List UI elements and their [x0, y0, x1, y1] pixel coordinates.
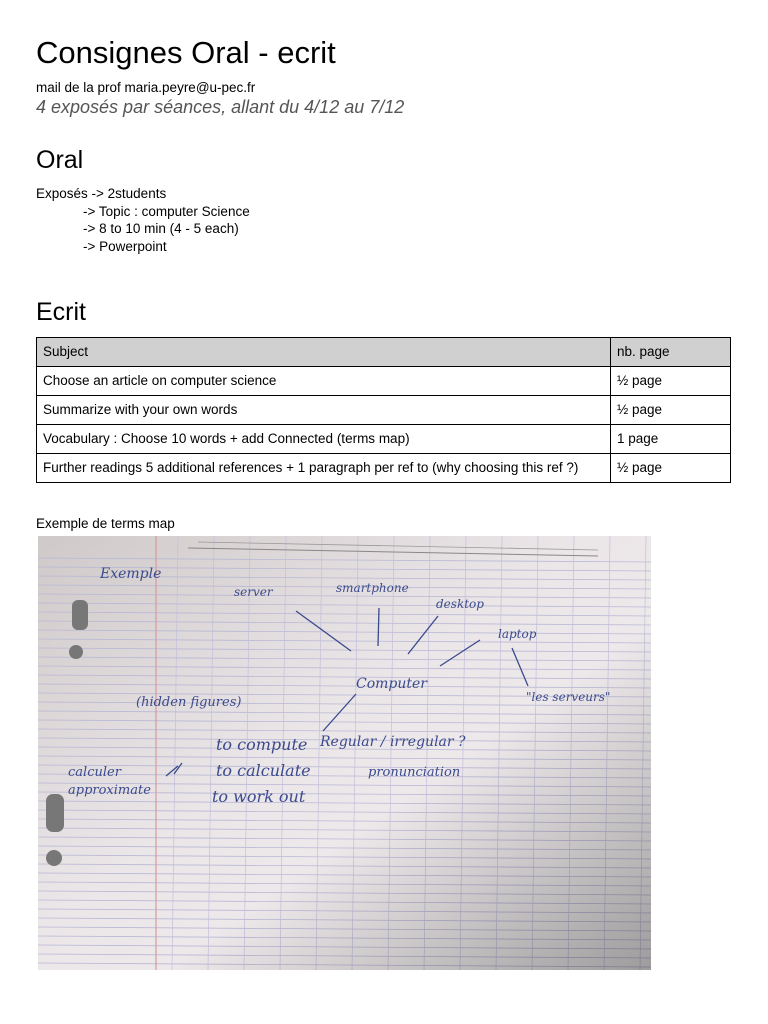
ecrit-table [36, 337, 731, 483]
table-row [37, 396, 731, 425]
table-cell-subject: Summarize with your own words [37, 396, 611, 425]
ecrit-heading: Ecrit [36, 298, 86, 326]
table-cell-pages: 1 page [611, 425, 731, 454]
handwritten-verb: to compute [216, 735, 308, 754]
column-header-pages: nb. page [611, 338, 731, 367]
table-cell-pages: ½ page [611, 396, 731, 425]
oral-line: -> Powerpoint [83, 238, 167, 254]
table-cell-pages: ½ page [611, 367, 731, 396]
table-row [37, 425, 731, 454]
handwritten-branch: server [234, 585, 273, 599]
handwritten-center-word: Computer [356, 676, 427, 692]
handwritten-branch: desktop [436, 597, 484, 611]
table-row [37, 367, 731, 396]
handwritten-aside: Regular / irregular ? [320, 734, 466, 750]
oral-line: -> Topic : computer Science [83, 203, 250, 219]
table-cell-subject: Further readings 5 additional references + 1 paragraph per ref to (why choosing this ref ?) [37, 454, 611, 483]
table-cell-subject: Choose an article on computer science [37, 367, 611, 396]
terms-map-photo [38, 536, 651, 970]
handwritten-french-word: approximate [68, 783, 151, 798]
oral-line: -> 8 to 10 min (4 - 5 each) [83, 221, 239, 236]
document-subtitle: 4 exposés par séances, allant du 4/12 au 7/12 [36, 97, 405, 117]
table-row [37, 454, 731, 483]
teacher-email-line: mail de la prof maria.peyre@u-pec.fr [36, 80, 256, 95]
table-header-row [37, 338, 731, 367]
terms-map-caption: Exemple de terms map [36, 516, 175, 531]
column-header-subject: Subject [37, 338, 611, 367]
table-cell-subject: Vocabulary : Choose 10 words + add Connected (terms map) [37, 425, 611, 454]
handwritten-verb: to calculate [216, 761, 311, 780]
handwritten-branch: "les serveurs" [526, 690, 611, 704]
handwritten-verb: to work out [212, 787, 306, 806]
table-cell-pages: ½ page [611, 454, 731, 483]
handwritten-title: Exemple [100, 566, 162, 582]
oral-line: Exposés -> 2students [36, 186, 167, 201]
oral-instructions [36, 185, 250, 255]
oral-heading: Oral [36, 146, 84, 174]
handwritten-french-word: calculer [68, 765, 121, 780]
handwritten-branch: laptop [498, 627, 537, 641]
document-title: Consignes Oral - ecrit [36, 35, 336, 70]
handwritten-note: (hidden figures) [136, 695, 242, 710]
handwritten-branch: smartphone [336, 581, 409, 595]
handwritten-pronunciation: pronunciation [368, 765, 461, 780]
